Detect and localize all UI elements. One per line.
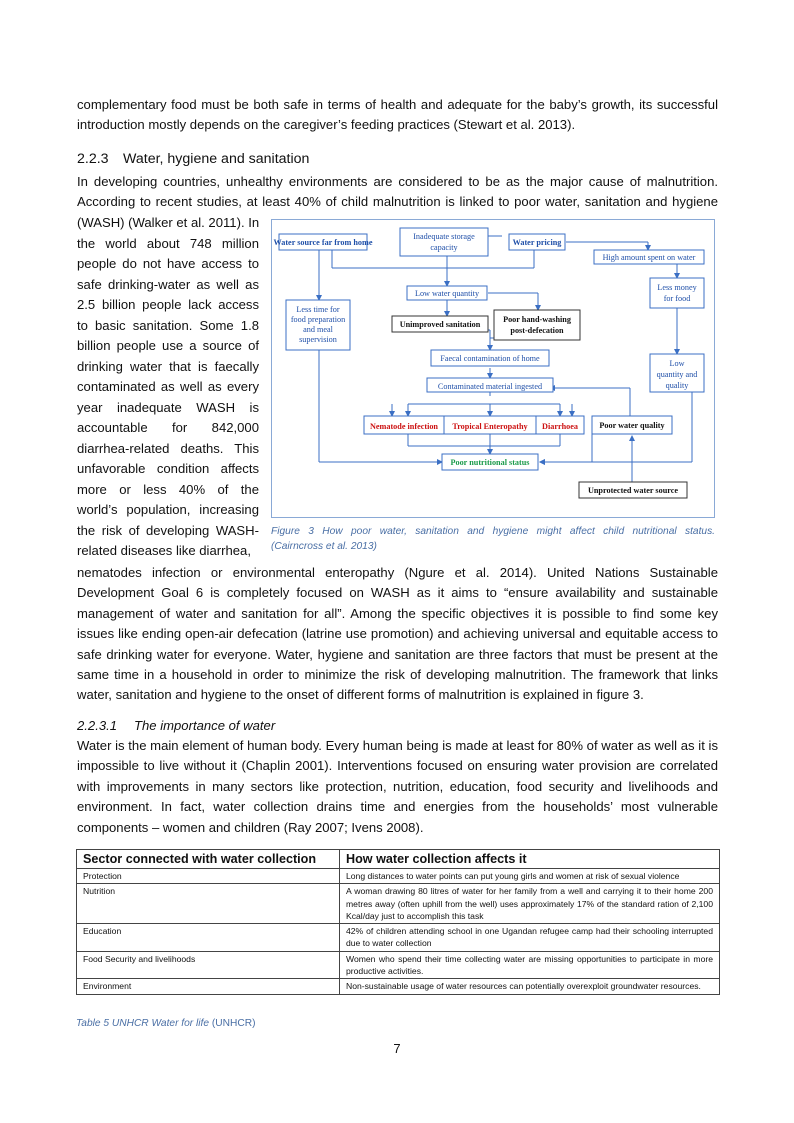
table-row <box>77 869 720 884</box>
box-unimproved-sanitation: Unimproved sanitation <box>399 320 481 329</box>
box-low-qq-line2: quantity and <box>656 370 698 379</box>
wrapped-text-line: more or less 40% of the <box>77 481 259 497</box>
box-handwashing-line1: Poor hand-washing <box>503 315 571 324</box>
wrapped-text-line: the risk of developing WASH- <box>77 522 259 538</box>
box-low-qq-line3: quality <box>665 381 689 390</box>
wrapped-text-line: related diseases like diarrhea, <box>77 543 251 558</box>
wrapped-text-line: accountable for 842,000 <box>77 420 259 435</box>
table-cell-effect: 42% of children attending school in one Ugandan refugee camp had their schooling interrupted due to water collection <box>340 924 720 952</box>
table-row <box>77 951 720 979</box>
box-faecal-contamination: Faecal contamination of home <box>440 354 540 363</box>
box-water-source: Water source far from home <box>273 238 373 247</box>
box-less-money-line2: for food <box>663 294 691 303</box>
box-less-time-line3: and meal <box>303 325 333 334</box>
table-cell-sector: Education <box>77 924 340 952</box>
box-low-qq-line1: Low <box>669 359 685 368</box>
wrapped-text-line: contaminated as well as every <box>77 379 259 394</box>
box-storage-line2: capacity <box>430 243 458 252</box>
table-caption <box>76 1017 255 1031</box>
table-header-effect: How water collection affects it <box>340 850 720 869</box>
box-less-money-line1: Less money <box>657 283 697 292</box>
box-handwashing-line2: post-defecation <box>510 326 564 335</box>
box-less-time-line2: food preparation <box>290 315 346 324</box>
wrapped-text-line: 2.5 billion people lack access <box>77 297 259 312</box>
wrapped-text-line: to basic sanitation. Some 1.8 <box>77 317 259 333</box>
box-less-time-line1: Less time for <box>296 305 340 314</box>
box-diarrhoea: Diarrhoea <box>542 422 578 431</box>
section-number: 2.2.3 <box>77 151 109 167</box>
box-low-quantity: Low water quantity <box>414 289 480 298</box>
intro-paragraph: complementary food must be both safe in terms of health and adequate for the baby’s growth, its successful introduction mostly depends on the caregiver’s feeding practices (Stewart et al. 2013). <box>77 97 718 133</box>
table-row <box>77 884 720 924</box>
table-cell-effect: Long distances to water points can put young girls and women at risk of sexual violence <box>340 869 720 884</box>
table-cell-effect: A woman drawing 80 litres of water for her family from a well and carrying it to their home 200 metres away (often uphill from the well) uses approximately 17% of the standard ration of 2,100 Kcal/day just to accomplish this task <box>340 884 720 924</box>
wrapped-text-line: diarrhea-related deaths. This <box>77 440 259 456</box>
table-header-row <box>77 850 720 869</box>
table-caption-source: (UNHCR) <box>211 1018 256 1029</box>
table-row <box>77 979 720 994</box>
wrapped-text-line: safe drinking-water as well as <box>77 276 259 292</box>
section-title: Water, hygiene and sanitation <box>123 151 310 167</box>
figure-3-diagram <box>271 219 715 518</box>
table-cell-sector: Environment <box>77 979 340 994</box>
table-cell-effect: Non-sustainable usage of water resources can potentially overexploit groundwater resources. <box>340 979 720 994</box>
box-poor-nutritional-status: Poor nutritional status <box>450 458 530 467</box>
water-collection-table <box>76 849 720 995</box>
table-cell-sector: Nutrition <box>77 884 340 924</box>
table-row <box>77 924 720 952</box>
wrapped-text-line: billion people use a source of <box>77 338 259 353</box>
wrapped-text-line: world’s population, increasing <box>77 502 259 517</box>
box-contaminated-material: Contaminated material ingested <box>437 382 543 391</box>
table-cell-effect: Women who spend their time collecting water are missing opportunities to participate in more productive activities. <box>340 951 720 979</box>
table-cell-sector: Food Security and livelihoods <box>77 951 340 979</box>
section-continuation: nematodes infection or environmental enteropathy (Ngure et al. 2014). United Nations Sustainable Development Goal 6 is completely focused on WASH as it aims to “ensure availability and sustainable management of water and sanitation for all”. Among the specific objectives it is possible to find some key issues like ending open-air defecation (latrine use promotion) and achieving universal and equitable access to safe drinking water for everyone. Water, hygiene and sanitation are three factors that must be present at the same time in a household in order to minimize the risk of developing malnutrition. The framework that links water, sanitation and hygiene to the onset of different forms of malnutrition is explained in figure 3. <box>77 565 718 703</box>
section-line-2: According to recent studies, at least 40% of child malnutrition is linked to poor water, sanitation and hygiene <box>77 194 718 209</box>
table-caption-label: Table 5 UNHCR Water for life <box>76 1018 210 1029</box>
section-line-1: In developing countries, unhealthy environments are considered to be as the major cause of malnutrition. <box>77 174 718 189</box>
wrapped-text-line: people do not have access to <box>77 256 259 271</box>
box-less-time-line4: supervision <box>299 335 337 344</box>
table-header-sector: Sector connected with water collection <box>77 850 340 869</box>
figure-caption-source: (Cairncross et al. 2013) <box>271 541 377 552</box>
wrapped-text-line: the world about 748 million <box>77 235 259 251</box>
table-cell-sector: Protection <box>77 869 340 884</box>
wrapped-text-line: year inadequate WASH is <box>77 399 259 415</box>
box-unprotected-source: Unprotected water source <box>587 486 679 495</box>
subsection-paragraph: Water is the main element of human body. Every human being is made at least for 80% of water as well as it is impossible to live without it (Chaplin 2001). Interventions focused on ensuring water provision are correlated with improvements in many sectors like protection, nutrition, education, food security and livelihoods and environment. In fact, water collection drains time and energies from the households’ most vulnerable components – women and children (Ray 2007; Ivens 2008). <box>77 738 718 835</box>
wrapped-text-line: unfavorable condition affects <box>77 461 259 476</box>
figure-caption: Figure 3 How poor water, sanitation and hygiene might affect child nutritional status. <box>271 526 715 537</box>
wrapped-text-line: (WASH) (Walker et al. 2011). In <box>77 215 260 230</box>
subsection-title: The importance of water <box>134 718 276 733</box>
box-high-spent: High amount spent on water <box>602 253 696 262</box>
box-storage-line1: Inadequate storage <box>413 232 475 241</box>
box-tropical-enteropathy: Tropical Enteropathy <box>452 422 528 431</box>
subsection-number: 2.2.3.1 <box>77 718 118 733</box>
box-water-pricing: Water pricing <box>512 238 562 247</box>
wrapped-text-line: drinking water that is faecally <box>77 358 259 374</box>
box-nematode: Nematode infection <box>370 422 438 431</box>
box-poor-water-quality: Poor water quality <box>599 421 665 430</box>
subsection-heading <box>77 718 275 733</box>
page-number: 7 <box>393 1041 401 1056</box>
section-heading <box>77 151 309 167</box>
